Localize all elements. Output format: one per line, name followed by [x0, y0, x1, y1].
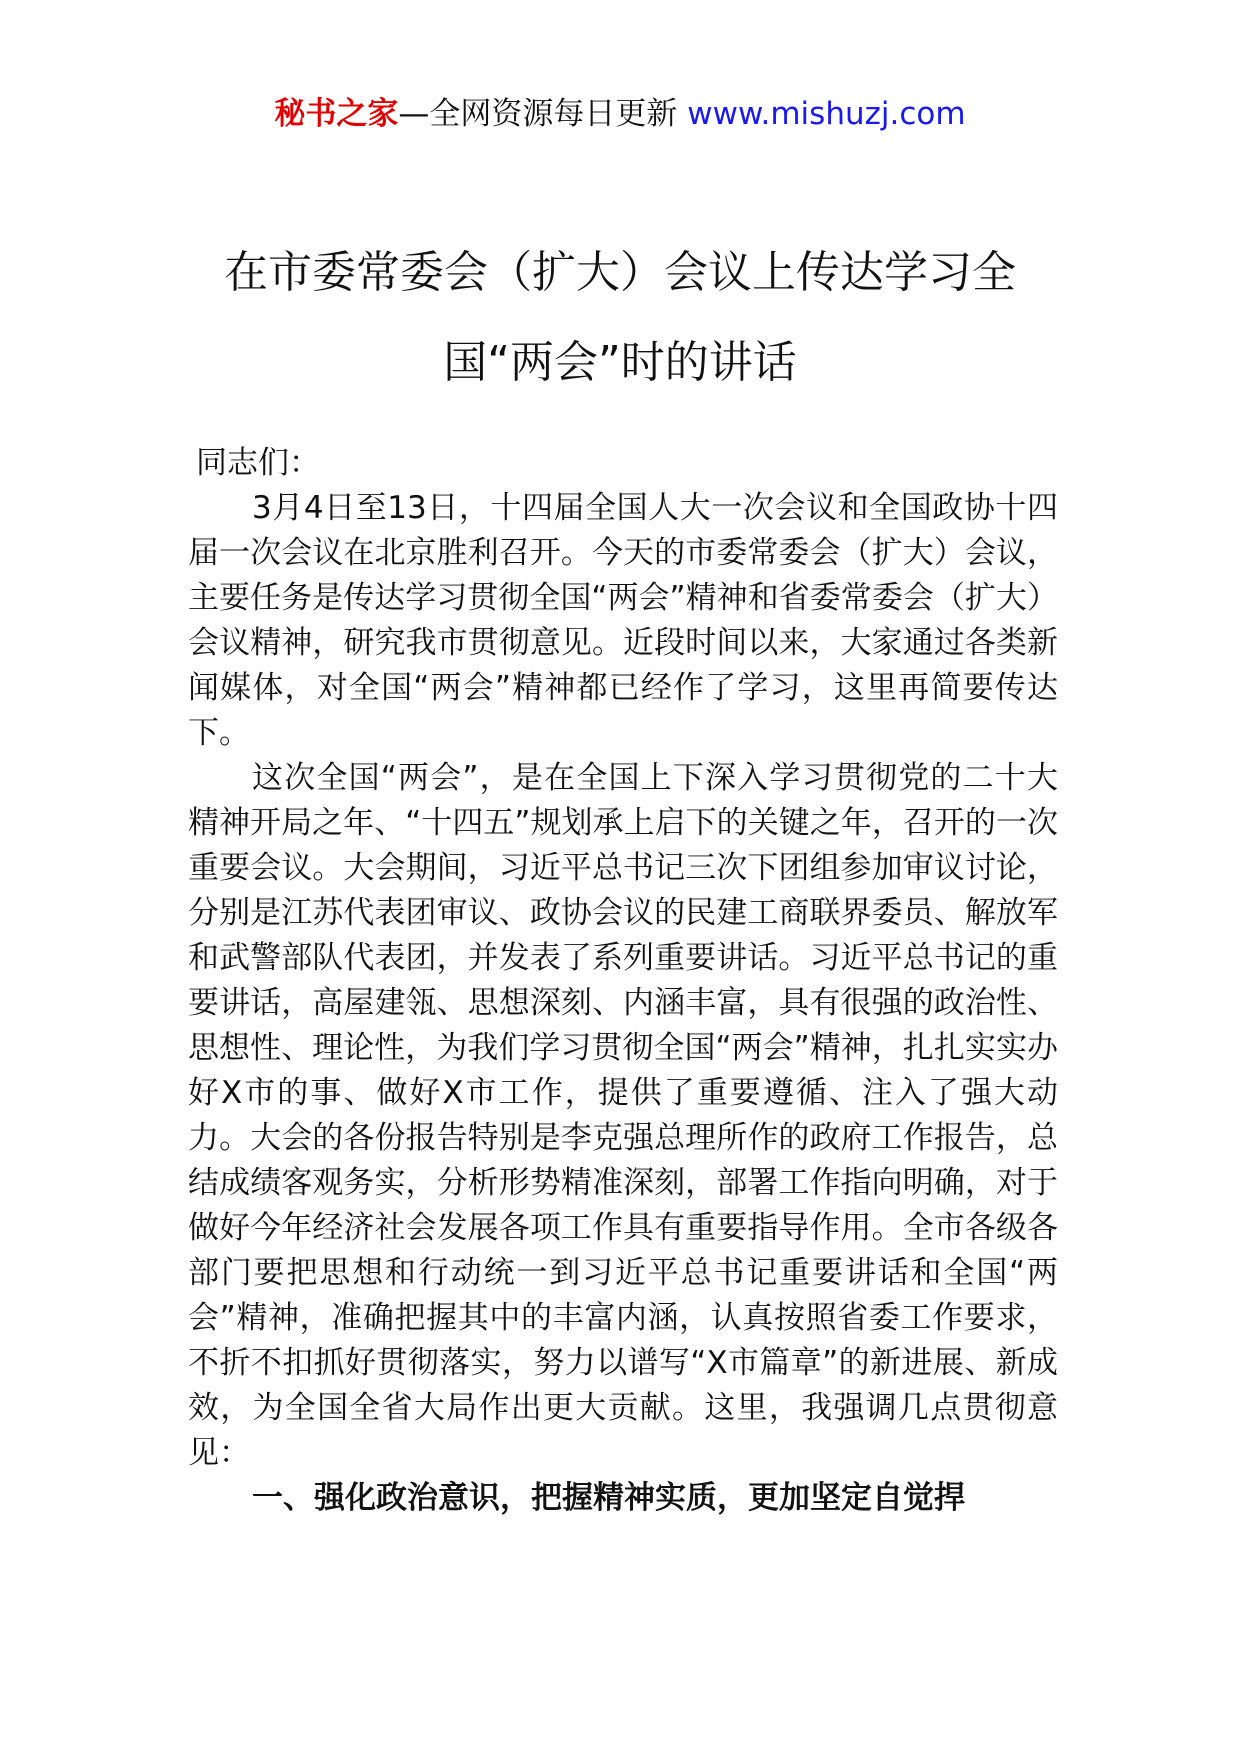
title-line-2: 国“两会”时的讲话: [443, 337, 797, 388]
document-body: [188, 441, 1058, 1521]
site-brand: 秘书之家: [274, 96, 399, 132]
site-header: [0, 94, 1240, 134]
paragraph-2: 这次全国“两会”，是在全国上下深入学习贯彻党的二十大精神开局之年、“十四五”规划承上启下的关键之年，召开的一次重要会议。大会期间，习近平总书记三次下团组参加审议讨论，分别是江苏代表团审议、政协会议的民建工商联界委员、解放军和武警部队代表团，并发表了系列重要讲话。习近平总书记的重要讲话，高屋建瓴、思想深刻、内涵丰富，具有很强的政治性、思想性、理论性，为我们学习贯彻全国“两会”精神，扎扎实实办好X市的事、做好X市工作，提供了重要遵循、注入了强大动力。大会的各份报告特别是李克强总理所作的政府工作报告，总结成绩客观务实，分析形势精准深刻，部署工作指向明确，对于做好今年经济社会发展各项工作具有重要指导作用。全市各级各部门要把思想和行动统一到习近平总书记重要讲话和全国“两会”精神，准确把握其中的丰富内涵，认真按照省委工作要求，不折不扣抓好贯彻落实，努力以谱写“X市篇章”的新进展、新成效，为全国全省大局作出更大贡献。这里，我强调几点贯彻意见：: [188, 760, 1058, 1471]
document-title: [170, 228, 1070, 408]
section-heading: 一、强化政治意识，把握精神实质，更加坚定自觉捍: [252, 1480, 965, 1516]
title-line-1: 在市委常委会（扩大）会议上传达学习全: [224, 247, 1016, 298]
site-tagline: —全网资源每日更新: [398, 96, 688, 132]
salutation: 同志们：: [196, 445, 320, 481]
site-url-link[interactable]: www.mishuzj.com: [687, 96, 966, 132]
paragraph-1: 3月4日至13日，十四届全国人大一次会议和全国政协十四届一次会议在北京胜利召开。今天的市委常委会（扩大）会议，主要任务是传达学习贯彻全国“两会”精神和省委常委会（扩大）会议精神，研究我市贯彻意见。近段时间以来，大家通过各类新闻媒体，对全国“两会”精神都已经作了学习，这里再简要传达下。: [188, 490, 1058, 751]
